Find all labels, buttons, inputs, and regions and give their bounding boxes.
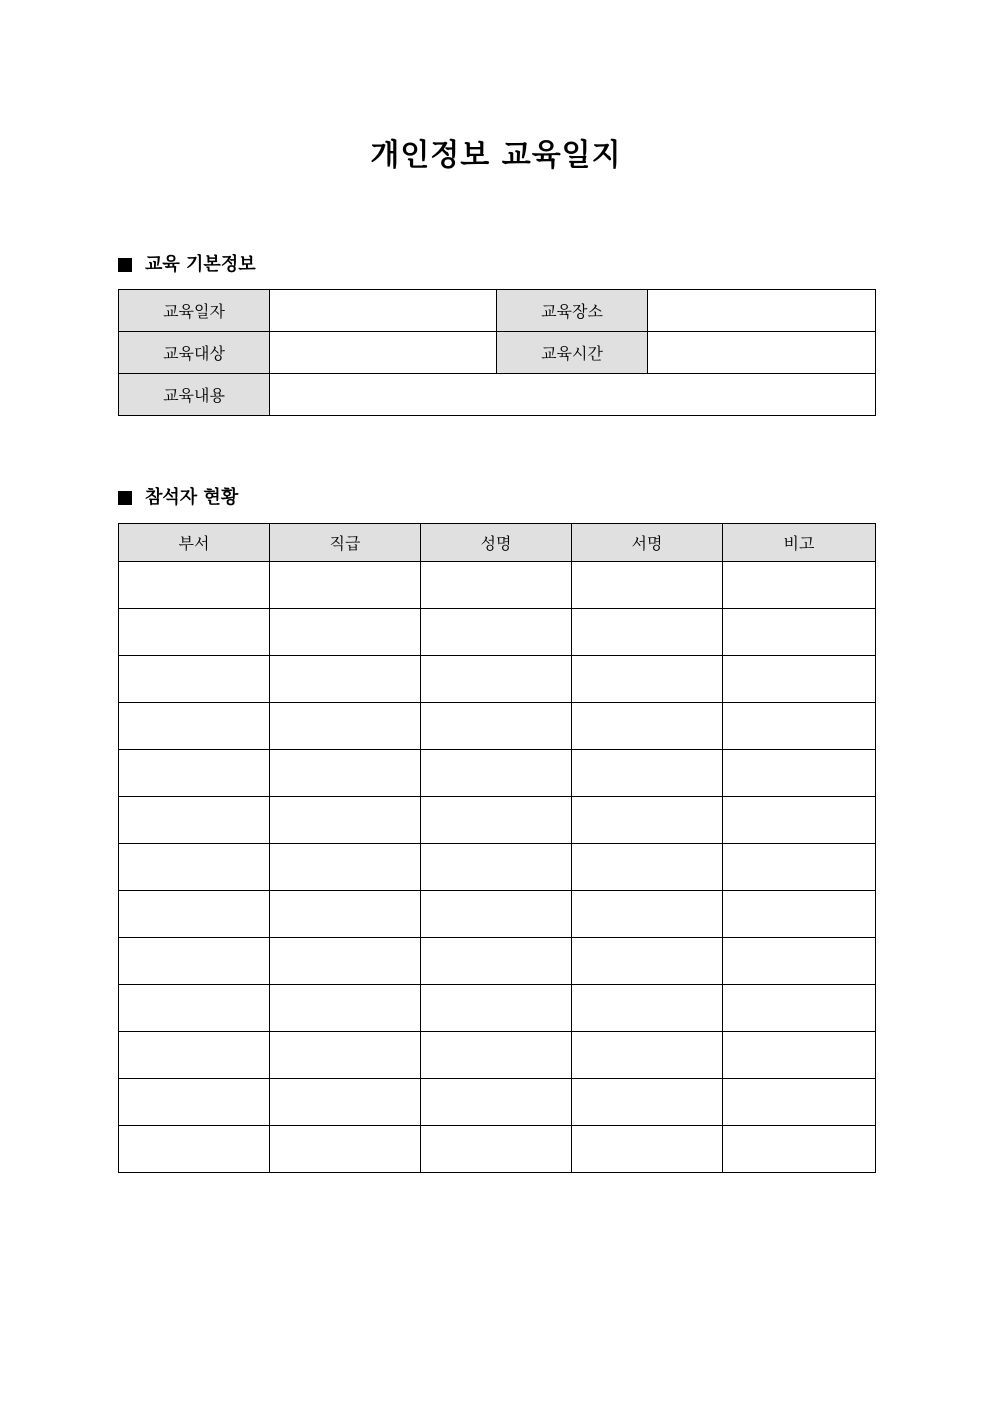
table-row	[119, 1079, 876, 1126]
education-date-field[interactable]	[270, 290, 497, 332]
position-cell[interactable]	[270, 1126, 421, 1173]
education-date-label: 교육일자	[119, 290, 270, 332]
department-cell[interactable]	[119, 656, 270, 703]
section-heading-label: 교육 기본정보	[145, 254, 256, 275]
table-row	[119, 656, 876, 703]
remarks-cell[interactable]	[723, 891, 876, 938]
remarks-cell[interactable]	[723, 1126, 876, 1173]
position-cell[interactable]	[270, 703, 421, 750]
square-bullet-icon	[118, 491, 132, 505]
section-heading-label: 참석자 현황	[145, 487, 239, 508]
name-cell[interactable]	[421, 562, 572, 609]
position-cell[interactable]	[270, 985, 421, 1032]
table-row	[119, 562, 876, 609]
remarks-cell[interactable]	[723, 797, 876, 844]
name-cell[interactable]	[421, 1032, 572, 1079]
table-row	[119, 938, 876, 985]
position-cell[interactable]	[270, 891, 421, 938]
department-cell[interactable]	[119, 1032, 270, 1079]
signature-cell[interactable]	[572, 562, 723, 609]
column-header-name: 성명	[421, 524, 572, 562]
department-cell[interactable]	[119, 844, 270, 891]
position-cell[interactable]	[270, 750, 421, 797]
signature-cell[interactable]	[572, 891, 723, 938]
signature-cell[interactable]	[572, 1079, 723, 1126]
page-title: 개인정보 교육일지	[370, 138, 622, 173]
name-cell[interactable]	[421, 750, 572, 797]
signature-cell[interactable]	[572, 844, 723, 891]
position-cell[interactable]	[270, 938, 421, 985]
signature-cell[interactable]	[572, 656, 723, 703]
position-cell[interactable]	[270, 562, 421, 609]
square-bullet-icon	[118, 258, 132, 272]
column-header-position: 직급	[270, 524, 421, 562]
signature-cell[interactable]	[572, 703, 723, 750]
education-target-label: 교육대상	[119, 332, 270, 374]
name-cell[interactable]	[421, 797, 572, 844]
department-cell[interactable]	[119, 1126, 270, 1173]
name-cell[interactable]	[421, 1126, 572, 1173]
signature-cell[interactable]	[572, 750, 723, 797]
education-content-label: 교육내용	[119, 374, 270, 416]
department-cell[interactable]	[119, 891, 270, 938]
name-cell[interactable]	[421, 844, 572, 891]
remarks-cell[interactable]	[723, 703, 876, 750]
column-header-department: 부서	[119, 524, 270, 562]
column-header-signature: 서명	[572, 524, 723, 562]
remarks-cell[interactable]	[723, 1032, 876, 1079]
department-cell[interactable]	[119, 938, 270, 985]
remarks-cell[interactable]	[723, 562, 876, 609]
remarks-cell[interactable]	[723, 656, 876, 703]
table-row	[119, 750, 876, 797]
remarks-cell[interactable]	[723, 985, 876, 1032]
remarks-cell[interactable]	[723, 844, 876, 891]
signature-cell[interactable]	[572, 985, 723, 1032]
attendee-table-body	[119, 562, 876, 1173]
position-cell[interactable]	[270, 797, 421, 844]
basic-info-table	[118, 289, 876, 416]
remarks-cell[interactable]	[723, 938, 876, 985]
education-content-field[interactable]	[270, 374, 876, 416]
name-cell[interactable]	[421, 1079, 572, 1126]
table-row	[119, 1126, 876, 1173]
name-cell[interactable]	[421, 985, 572, 1032]
table-row	[119, 703, 876, 750]
department-cell[interactable]	[119, 703, 270, 750]
table-row	[119, 609, 876, 656]
column-header-remarks: 비고	[723, 524, 876, 562]
name-cell[interactable]	[421, 703, 572, 750]
section-heading-basic-info	[118, 253, 256, 277]
name-cell[interactable]	[421, 938, 572, 985]
name-cell[interactable]	[421, 891, 572, 938]
position-cell[interactable]	[270, 1032, 421, 1079]
signature-cell[interactable]	[572, 1126, 723, 1173]
table-header-row	[119, 524, 876, 562]
education-target-field[interactable]	[270, 332, 497, 374]
education-time-label: 교육시간	[497, 332, 648, 374]
table-row	[119, 290, 876, 332]
remarks-cell[interactable]	[723, 750, 876, 797]
table-row	[119, 891, 876, 938]
department-cell[interactable]	[119, 750, 270, 797]
table-row	[119, 1032, 876, 1079]
name-cell[interactable]	[421, 656, 572, 703]
education-place-label: 교육장소	[497, 290, 648, 332]
department-cell[interactable]	[119, 797, 270, 844]
table-row	[119, 374, 876, 416]
signature-cell[interactable]	[572, 938, 723, 985]
table-row	[119, 985, 876, 1032]
remarks-cell[interactable]	[723, 609, 876, 656]
position-cell[interactable]	[270, 1079, 421, 1126]
position-cell[interactable]	[270, 656, 421, 703]
name-cell[interactable]	[421, 609, 572, 656]
department-cell[interactable]	[119, 985, 270, 1032]
position-cell[interactable]	[270, 609, 421, 656]
position-cell[interactable]	[270, 844, 421, 891]
education-time-field[interactable]	[648, 332, 876, 374]
remarks-cell[interactable]	[723, 1079, 876, 1126]
department-cell[interactable]	[119, 1079, 270, 1126]
table-row	[119, 844, 876, 891]
education-place-field[interactable]	[648, 290, 876, 332]
signature-cell[interactable]	[572, 609, 723, 656]
attendee-table	[118, 523, 876, 1173]
signature-cell[interactable]	[572, 797, 723, 844]
section-heading-attendees	[118, 486, 238, 510]
table-row	[119, 332, 876, 374]
signature-cell[interactable]	[572, 1032, 723, 1079]
department-cell[interactable]	[119, 609, 270, 656]
department-cell[interactable]	[119, 562, 270, 609]
table-row	[119, 797, 876, 844]
